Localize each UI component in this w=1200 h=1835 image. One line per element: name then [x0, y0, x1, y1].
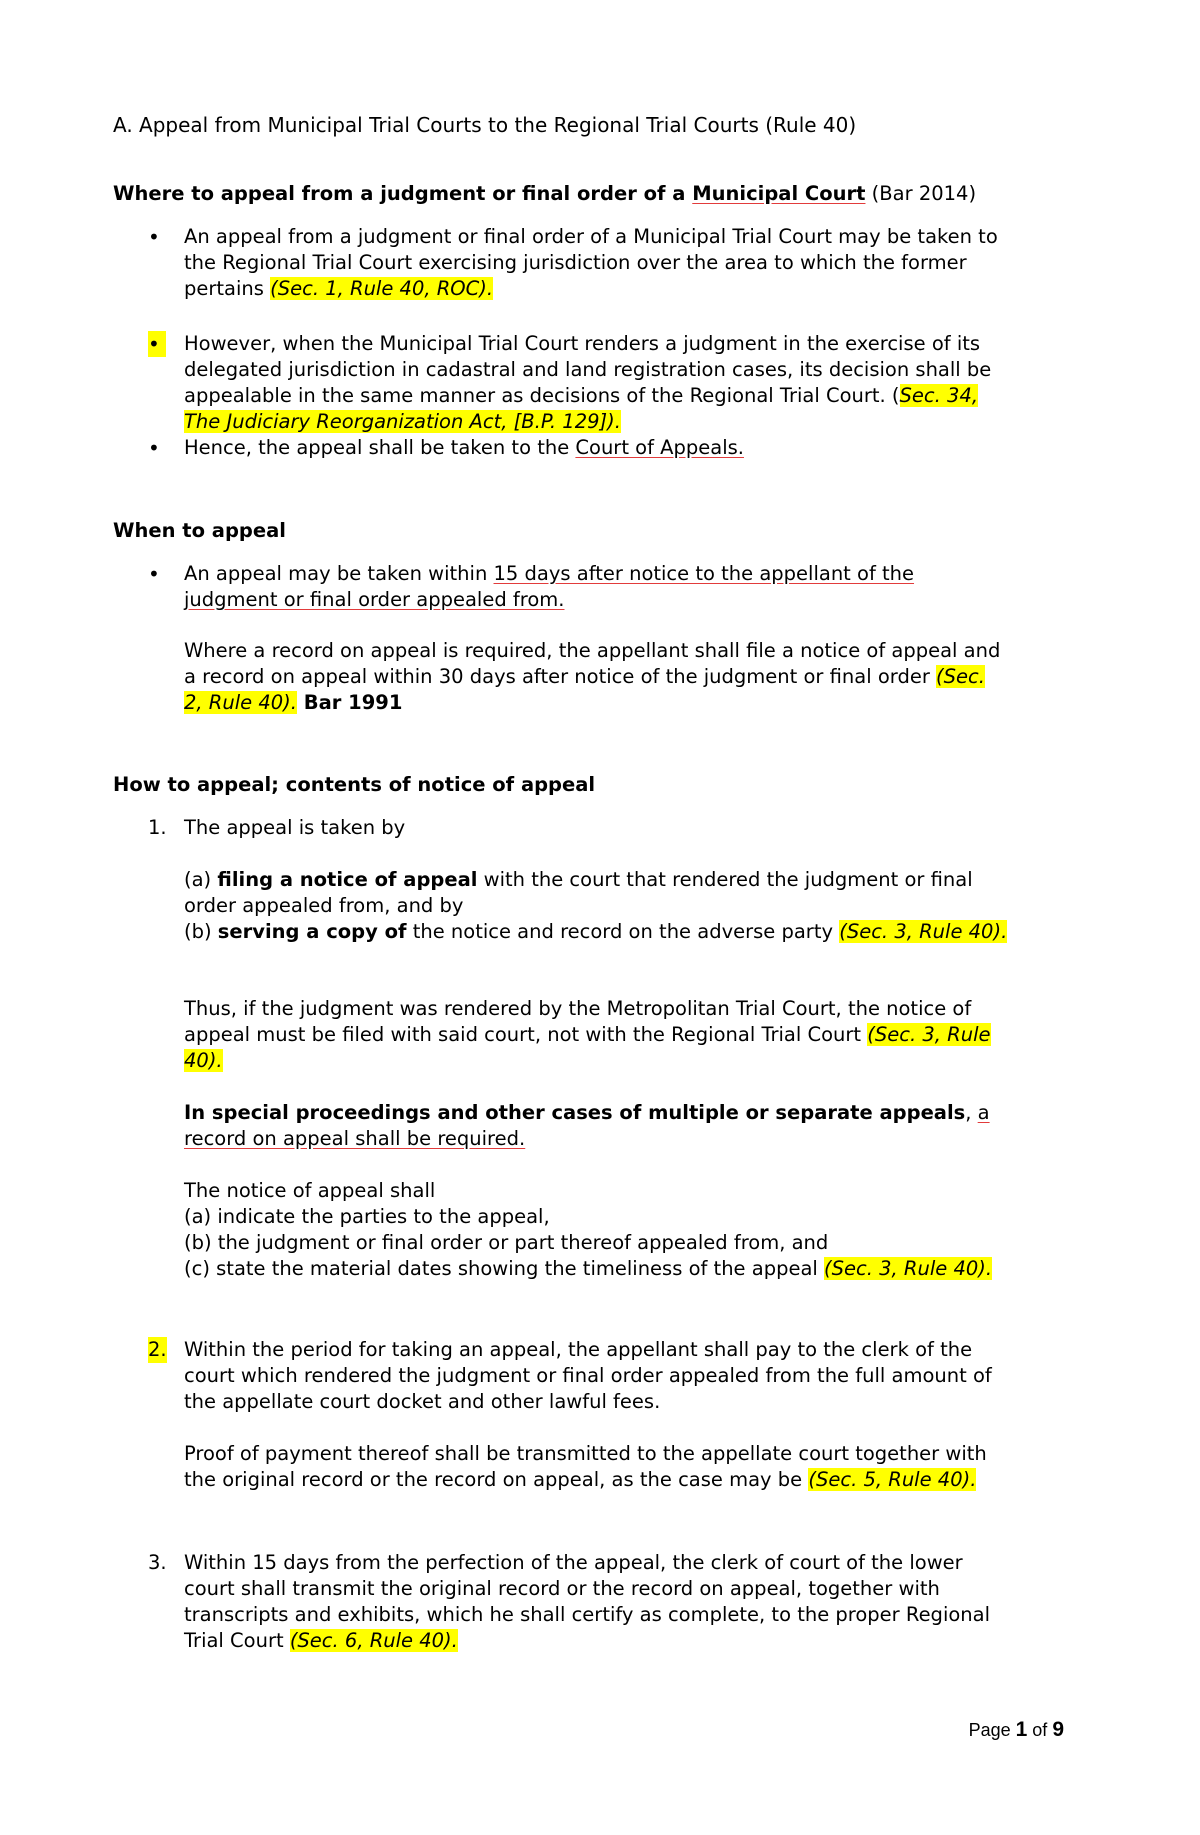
- bullet-icon: •: [148, 225, 160, 249]
- when-bullet-1: An appeal may be taken within 15 days after notice to the appellant of the judgment or final order appealed from.: [184, 562, 915, 611]
- where-bullet-2: However, when the Municipal Trial Court renders a judgment in the exercise of its delegated jurisdiction in cadastral and land registration cases, its decision shall be appealable in the same manner as decisions of the Regional Trial Court. (Sec. 34, The Judiciary Reorganization Act, [B.P. 129]).: [184, 332, 992, 433]
- how-item-3: Within 15 days from the perfection of the appeal, the clerk of court of the lower court shall transmit the original record or the record on appeal, together with transcripts and exhibits, which he shall certify as complete, to the proper Regional Trial Court (Sec. 6, Rule 40).: [184, 1551, 991, 1652]
- bullet-icon: •: [148, 562, 160, 586]
- thus-paragraph: Thus, if the judgment was rendered by the Metropolitan Trial Court, the notice of appeal must be filed with said court, not with the Regional Trial Court (Sec. 3, Rule 40).: [184, 997, 991, 1072]
- how-item-2: Within the period for taking an appeal, the appellant shall pay to the clerk of the court which rendered the judgment or final order appealed from the full amount of the appellate court docket and other lawful fees.: [184, 1338, 992, 1413]
- where-bullet-3: Hence, the appeal shall be taken to the Court of Appeals.: [184, 436, 744, 459]
- how-item-1-ab: (a) filing a notice of appeal with the court that rendered the judgment or final order appealed from, and by (b) serving a copy of the notice and record on the adverse party (Sec. 3, Rule 40).: [184, 868, 1008, 943]
- list-number: 2.: [148, 1338, 167, 1361]
- bullet-icon: •: [148, 332, 167, 356]
- how-item-1: The appeal is taken by: [184, 816, 406, 839]
- where-heading: Where to appeal from a judgment or final order of a Municipal Court (Bar 2014): [113, 182, 977, 205]
- notice-contents: The notice of appeal shall (a) indicate the parties to the appeal, (b) the judgment or final order or part thereof appealed from, and (c) state the material dates showing the timeliness of the appeal (Sec. 3, Rule 40).: [184, 1179, 993, 1280]
- when-record-paragraph: Where a record on appeal is required, the appellant shall file a notice of appeal and a record on appeal within 30 days after notice of the judgment or final order (Sec. 2, Rule 40). Bar 1991: [184, 639, 1001, 714]
- list-number: 1.: [148, 816, 167, 839]
- bullet-icon: •: [148, 436, 160, 460]
- list-number: 3.: [148, 1551, 167, 1574]
- special-proceedings-paragraph: In special proceedings and other cases of multiple or separate appeals, a record on appeal shall be required.: [184, 1101, 990, 1150]
- page-title: A. Appeal from Municipal Trial Courts to the Regional Trial Courts (Rule 40): [113, 113, 857, 137]
- page-number-footer: Page 1 of 9: [968, 1718, 1064, 1741]
- how-heading: How to appeal; contents of notice of appeal: [113, 773, 596, 796]
- when-heading: When to appeal: [113, 519, 286, 542]
- where-bullet-1: An appeal from a judgment or final order of a Municipal Trial Court may be taken to the Regional Trial Court exercising jurisdiction over the area to which the former pertains (Sec. 1, Rule 40, ROC).: [184, 225, 998, 300]
- proof-paragraph: Proof of payment thereof shall be transmitted to the appellate court together with the original record or the record on appeal, as the case may be (Sec. 5, Rule 40).: [184, 1442, 987, 1491]
